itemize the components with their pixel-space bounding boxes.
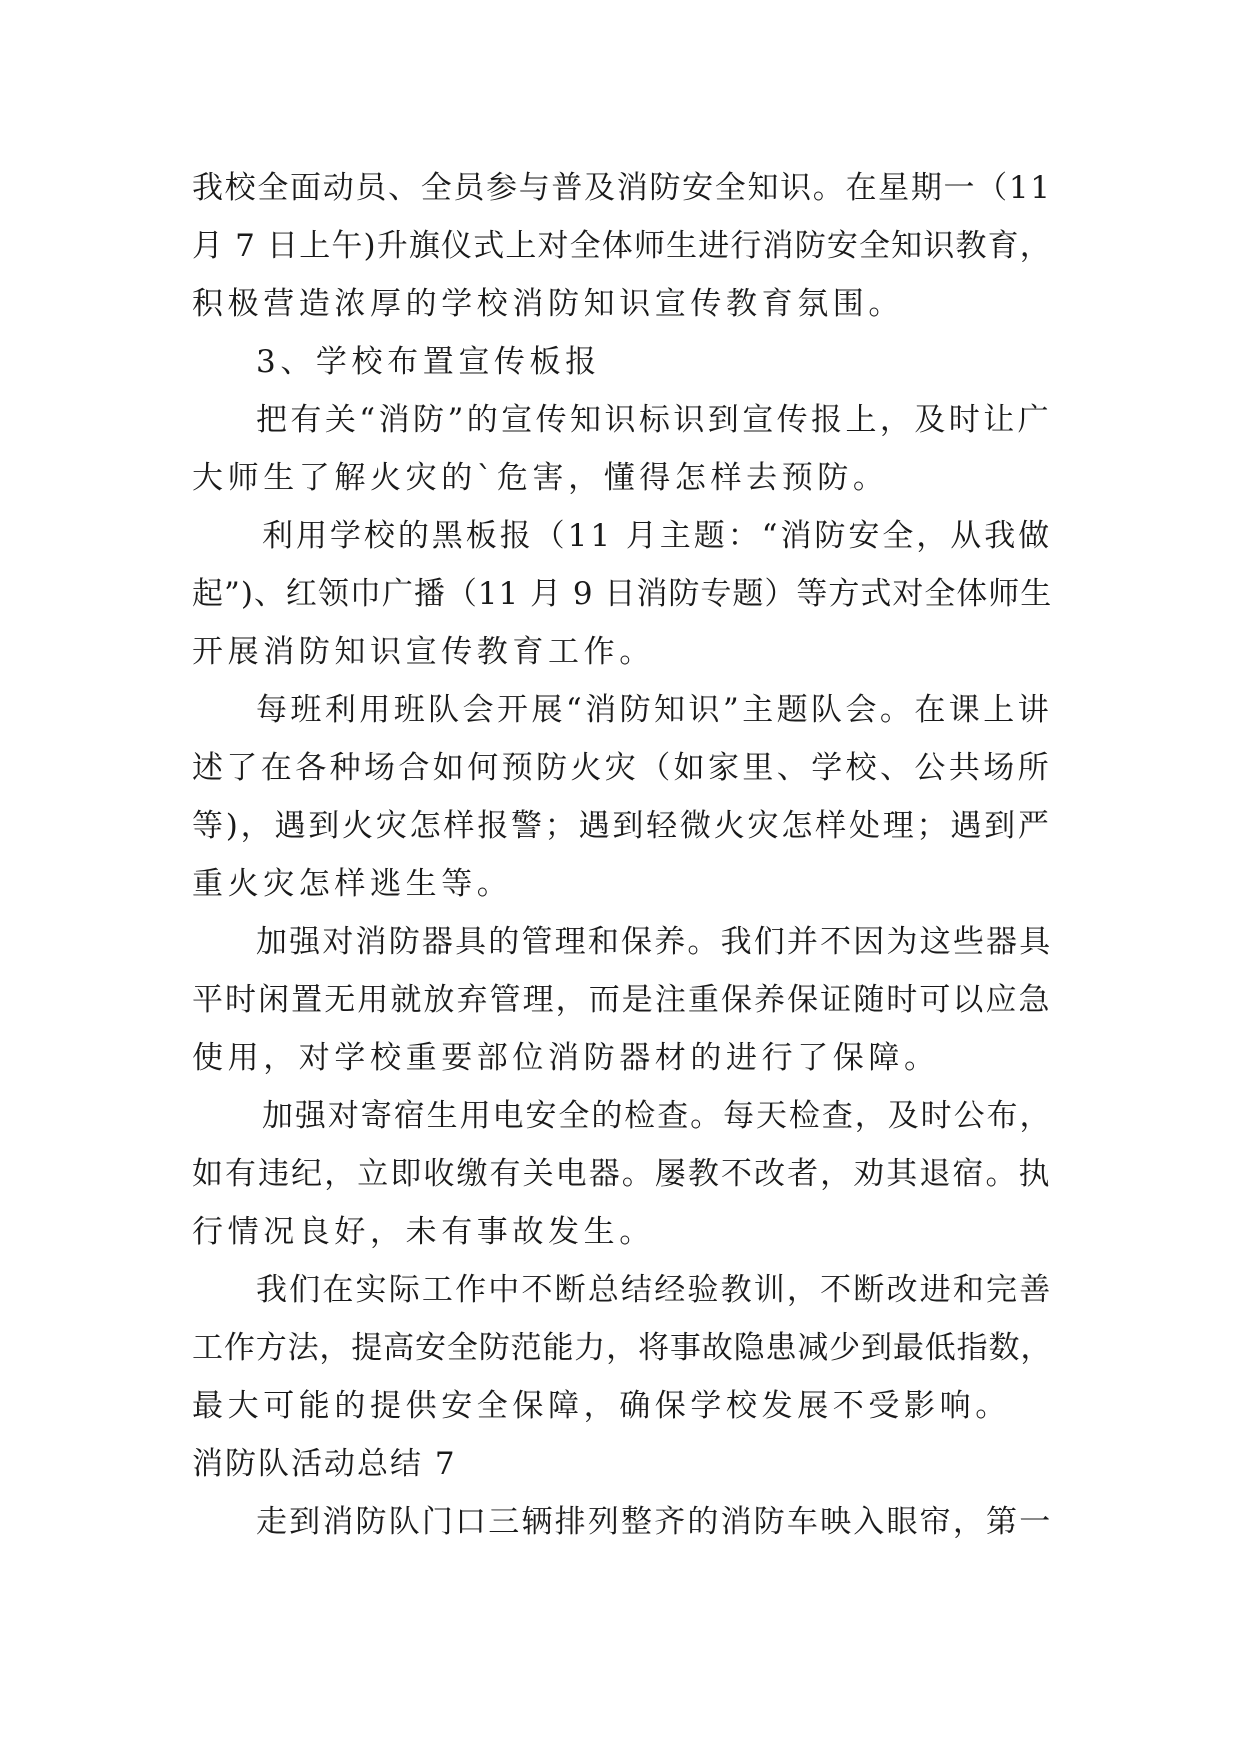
body-text-line: 行情况良好，未有事故发生。	[192, 1214, 655, 1250]
body-text-line: 把有关“消防”的宣传知识标识到宣传报上，及时让广	[256, 402, 1053, 438]
body-text-line: 加强对寄宿生用电安全的检查。每天检查，及时公布，	[262, 1098, 1053, 1134]
body-text-line: 起”)、红领巾广播（11 月 9 日消防专题）等方式对全体师生	[192, 576, 1053, 612]
body-text-line: 加强对消防器具的管理和保养。我们并不因为这些器具	[256, 924, 1053, 960]
body-text-line: 利用学校的黑板报（11 月主题：“消防安全，从我做	[262, 518, 1053, 554]
body-text-line: 大师生了解火灾的`危害，懂得怎样去预防。	[192, 460, 889, 496]
body-text-line: 最大可能的提供安全保障，确保学校发展不受影响。	[192, 1388, 1011, 1424]
body-text-line: 开展消防知识宣传教育工作。	[192, 634, 655, 670]
body-text-line: 等)，遇到火灾怎样报警；遇到轻微火灾怎样处理；遇到严	[192, 808, 1052, 844]
body-text-line: 使用，对学校重要部位消防器材的进行了保障。	[192, 1040, 940, 1076]
body-text-line: 积极营造浓厚的学校消防知识宣传教育氛围。	[192, 286, 904, 322]
body-text-line: 如有违纪，立即收缴有关电器。屡教不改者，劝其退宿。执	[192, 1156, 1052, 1192]
section-subheading: 3、学校布置宣传板报	[256, 344, 601, 380]
body-text-line: 平时闲置无用就放弃管理，而是注重保养保证随时可以应急	[192, 982, 1052, 1018]
body-text-line: 走到消防队门口三辆排列整齐的消防车映入眼帘，第一	[256, 1504, 1053, 1540]
body-text-line: 我们在实际工作中不断总结经验教训，不断改进和完善	[256, 1272, 1053, 1308]
body-text-line: 月 7 日上午)升旗仪式上对全体师生进行消防安全知识教育，	[192, 228, 1052, 264]
body-text-line: 工作方法，提高安全防范能力，将事故隐患减少到最低指数，	[192, 1330, 1053, 1366]
body-text-line: 述了在各种场合如何预防火灾（如家里、学校、公共场所	[192, 750, 1052, 786]
body-text-line: 每班利用班队会开展“消防知识”主题队会。在课上讲	[256, 692, 1053, 728]
body-text-line: 我校全面动员、全员参与普及消防安全知识。在星期一（11	[192, 170, 1052, 206]
body-text-line: 重火灾怎样逃生等。	[192, 866, 513, 902]
section-heading: 消防队活动总结 7	[192, 1446, 457, 1482]
